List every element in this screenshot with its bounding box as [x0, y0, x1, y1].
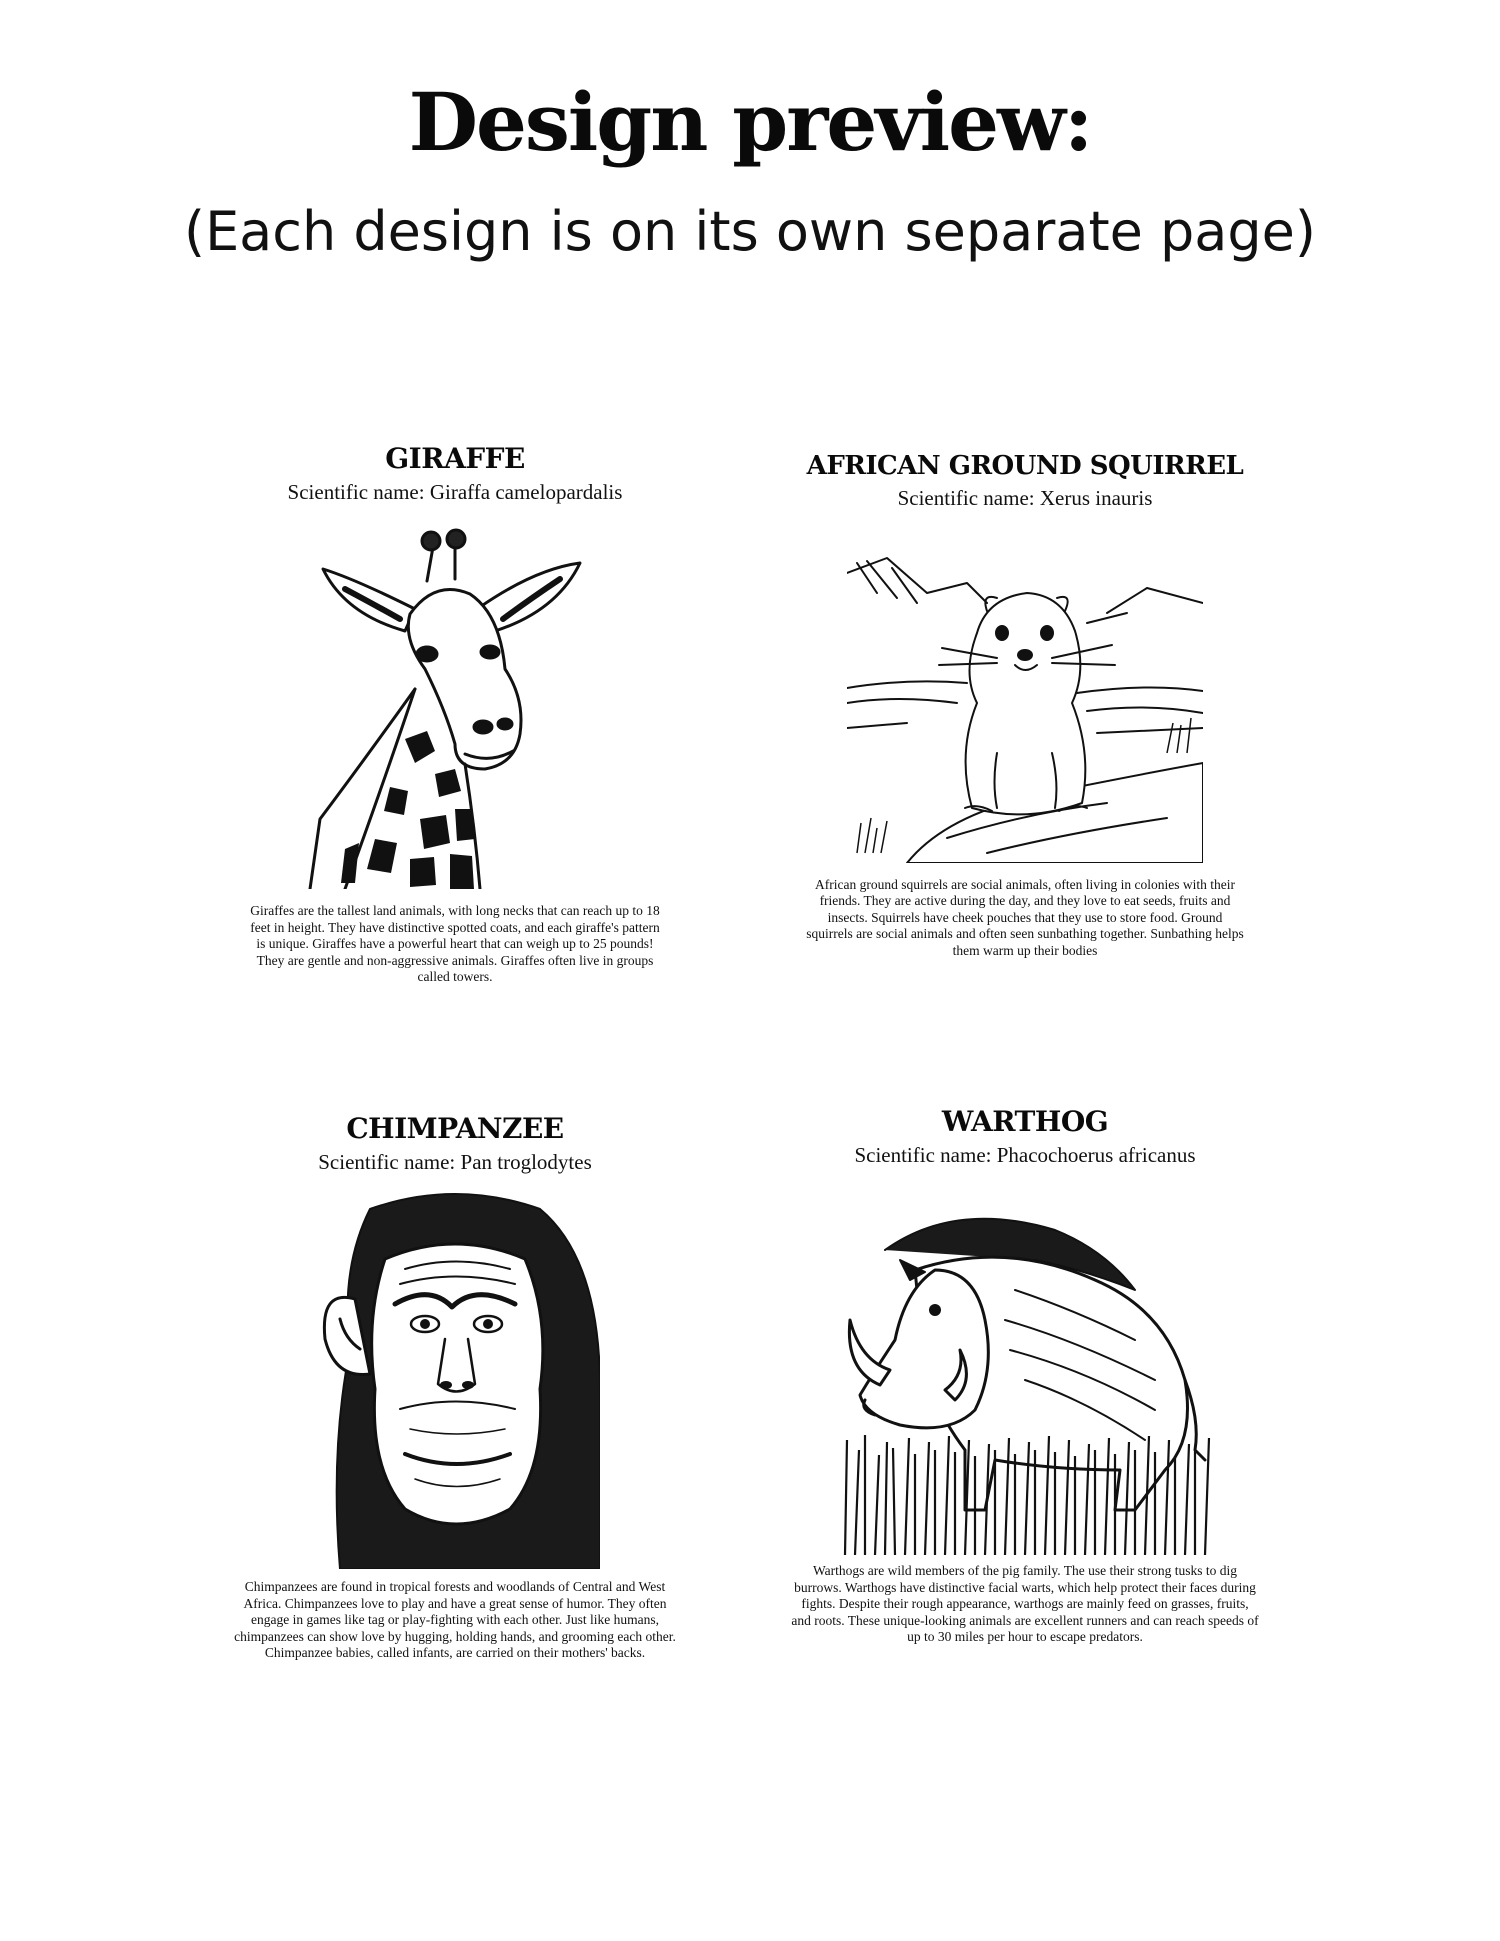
animal-card-chimpanzee — [205, 1114, 705, 1662]
warthog-illustration — [835, 1210, 1215, 1555]
page-subtitle: (Each design is on its own separate page) — [184, 200, 1316, 263]
animal-description: Giraffes are the tallest land animals, with long necks that can reach up to 18 feet in height. They have distinctive spotted coats, and each giraffe's pattern is unique. Giraffes have a powerful heart that can weigh up to 25 pounds! They are gentle and non-aggressive animals. Giraffes often live in groups called towers. — [250, 903, 660, 985]
animal-description: Chimpanzees are found in tropical forests and woodlands of Central and West Africa. Chimpanzees love to play and have a great sense of humor. They often engage in games like tag or play-fighting with each other. Just like humans, chimpanzees can show love by hugging, holding hands, and grooming each other. Chimpanzee babies, called infants, are carried on their mothers' backs. — [234, 1579, 676, 1661]
animal-name: AFRICAN GROUND SQUIRREL — [806, 451, 1244, 481]
animal-card-giraffe — [205, 444, 705, 986]
page-title: Design preview: — [408, 75, 1092, 169]
animal-name: WARTHOG — [941, 1105, 1109, 1138]
giraffe-illustration — [305, 519, 605, 889]
scientific-name: Scientific name: Xerus inauris — [897, 485, 1153, 510]
animal-description: Warthogs are wild members of the pig family. The use their strong tusks to dig burrows. Warthogs have distinctive facial warts, which help protect their faces during fights. Despite their rough appearance, warthogs are mainly feed on grasses, fruits, and roots. These unique-looking animals are excellent runners and can reach speeds of up to 30 miles per hour to escape predators. — [791, 1563, 1259, 1645]
scientific-name: Scientific name: Pan troglodytes — [318, 1149, 592, 1174]
scientific-name: Scientific name: Giraffa camelopardalis — [287, 479, 623, 504]
squirrel-illustration — [847, 553, 1203, 863]
animal-name: GIRAFFE — [385, 442, 525, 475]
scientific-name: Scientific name: Phacochoerus africanus — [854, 1142, 1196, 1167]
animal-card-african-ground-squirrel — [775, 452, 1275, 959]
animal-description: African ground squirrels are social animals, often living in colonies with their friends. They are active during the day, and they love to eat seeds, fruits and insects. Squirrels have cheek pouches that they use to store food. Ground squirrels are social animals and often seen sunbathing together. Sunbathing helps them warm up their bodies — [806, 876, 1244, 958]
animal-name: CHIMPANZEE — [346, 1112, 564, 1145]
chimpanzee-illustration — [310, 1189, 600, 1569]
animal-card-warthog — [775, 1107, 1275, 1646]
